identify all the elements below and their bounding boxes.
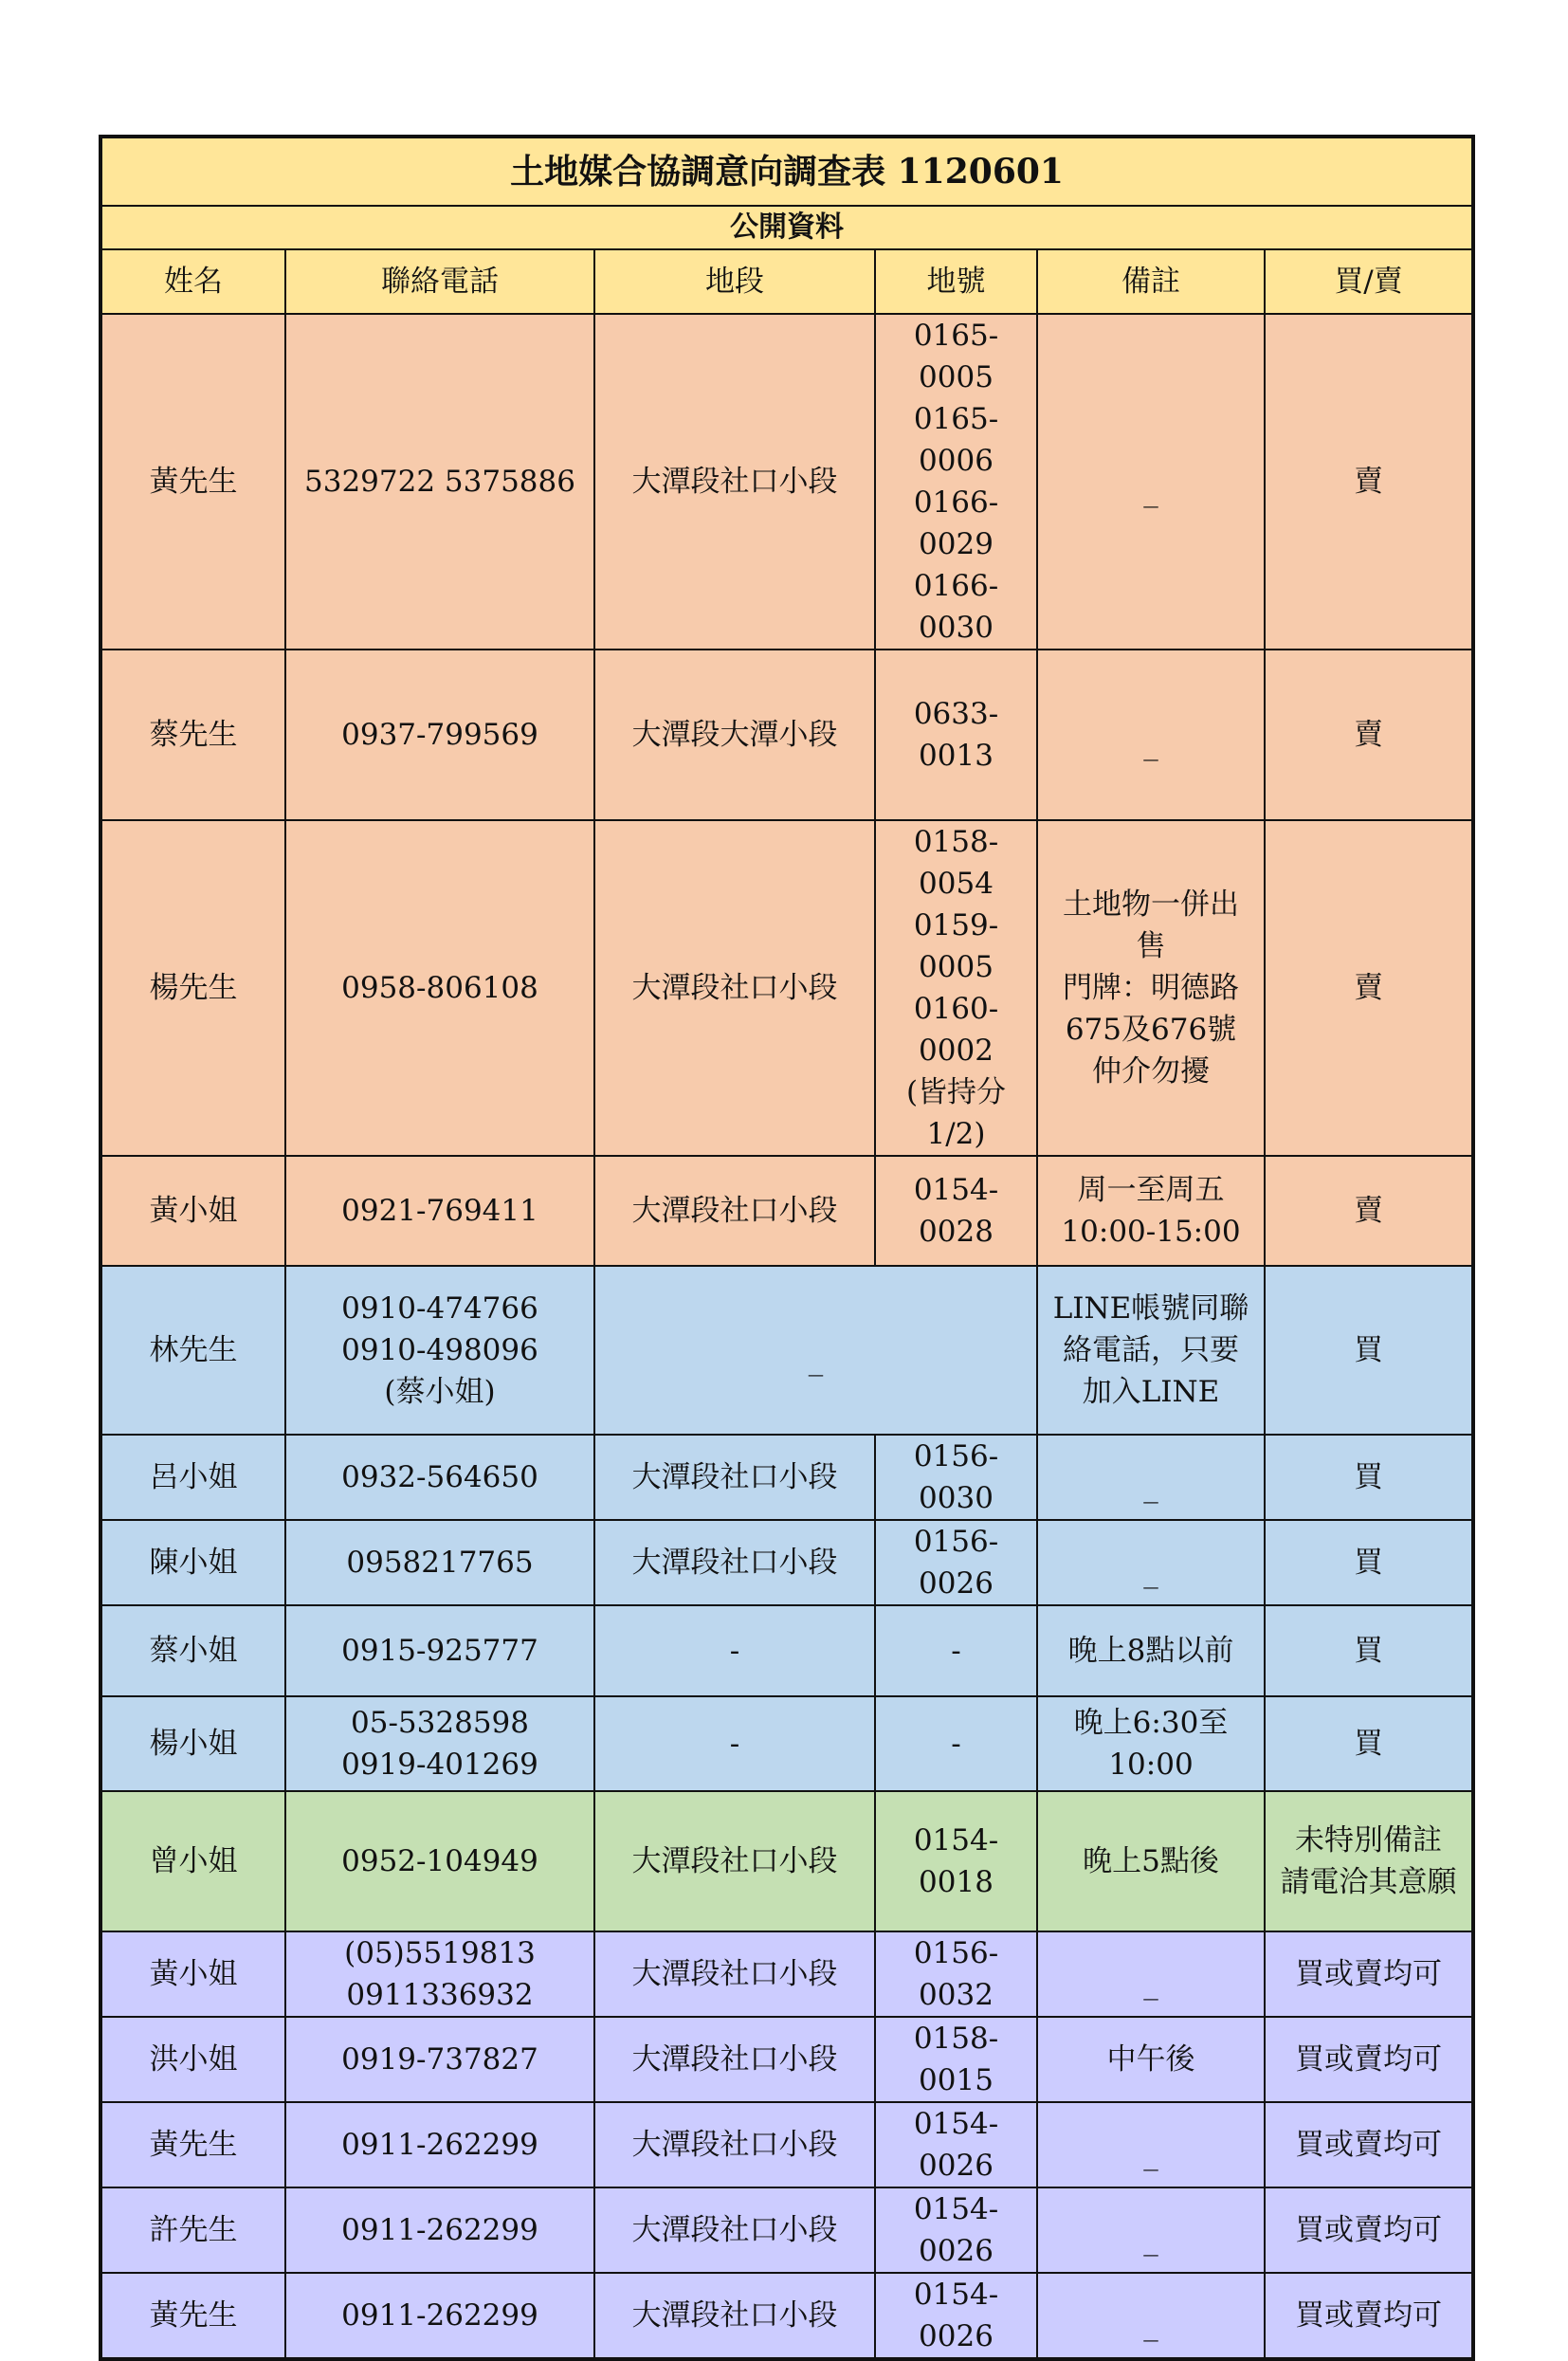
cell-line: 晚上5點後 [1083,1844,1219,1878]
blank-mark: _ [1143,2223,1158,2257]
cell-phone [285,2273,594,2359]
cell-name: 楊小姐 [100,1696,285,1791]
cell-line: - [951,1634,961,1668]
cell-name: 黃小姐 [100,1156,285,1266]
cell-name: 蔡先生 [100,650,285,820]
table-row [100,1605,1473,1696]
table-row [100,1696,1473,1791]
cell-name: 楊先生 [100,820,285,1156]
cell-phone [285,1435,594,1520]
cell-line [601,1329,1030,1377]
cell-name: 林先生 [100,1266,285,1435]
cell-line: 0154-0028 [913,1173,999,1249]
cell-line: 0156-0032 [913,1936,999,2012]
cell-line: 1/2) [926,1117,986,1151]
cell-lot [875,1435,1037,1520]
header-row [100,249,1473,314]
cell-type [1265,314,1473,650]
cell-phone [285,2017,594,2102]
cell-line: 0958-806108 [341,971,538,1005]
cell-name: 陳小姐 [100,1520,285,1605]
table-row [100,1266,1473,1435]
cell-line: 中午後 [1106,2042,1195,2077]
cell-type [1265,1266,1473,1435]
table-row [100,820,1473,1156]
cell-line: 10:00-15:00 [1061,1215,1241,1249]
cell-line [1044,2209,1258,2257]
cell-lot [875,2102,1037,2187]
cell-section: 大潭段社口小段 [594,1520,875,1605]
cell-note [1037,1156,1265,1266]
cell-name: 曾小姐 [100,1791,285,1931]
cell-section: 大潭段社口小段 [594,2017,875,2102]
cell-line: (皆持分 [905,1075,1007,1109]
cell-name: 黃先生 [100,2273,285,2359]
table-row [100,314,1473,650]
blank-mark: _ [1143,2308,1158,2342]
cell-line: 0633-0013 [913,697,999,773]
cell-line: 0160-0002 [913,992,999,1068]
cell-line [1044,1456,1258,1504]
cell-lot [875,2017,1037,2102]
table-row [100,1156,1473,1266]
cell-note [1037,1266,1265,1435]
header-name: 姓名 [100,249,285,314]
cell-line: 土地物一併出 [1063,888,1239,922]
cell-line: 買或賣均可 [1295,2042,1443,2077]
cell-line: 0911-262299 [341,2298,538,2333]
cell-line: 0158-0015 [913,2022,999,2097]
cell-type [1265,650,1473,820]
cell-line [1044,1953,1258,2001]
cell-line: 0911-262299 [341,2213,538,2247]
cell-line: - [951,1727,961,1761]
cell-note [1037,2187,1265,2273]
cell-line: 買 [1354,1727,1384,1761]
header-type: 買/賣 [1265,249,1473,314]
cell-line: 0910-474766 [341,1291,538,1326]
cell-type [1265,1605,1473,1696]
header-phone: 聯絡電話 [285,249,594,314]
blank-mark: _ [1143,474,1158,508]
cell-line: 晚上6:30至 [1073,1706,1229,1740]
cell-line: 0158-0054 [913,825,999,901]
cell-line: 5329722 5375886 [304,465,575,499]
cell-section: 大潭段社口小段 [594,1156,875,1266]
cell-line: 0958217765 [346,1546,534,1580]
cell-type [1265,1156,1473,1266]
cell-note [1037,314,1265,650]
cell-line [1044,2295,1258,2342]
cell-line: LINE帳號同聯 [1052,1291,1249,1326]
table-row [100,2273,1473,2359]
cell-lot [875,2273,1037,2359]
cell-section: 大潭段社口小段 [594,1435,875,1520]
cell-line: 買或賣均可 [1295,2128,1443,2162]
cell-section: 大潭段社口小段 [594,2273,875,2359]
cell-line: 買或賣均可 [1295,1957,1443,1991]
cell-line: 0165-0006 [913,402,999,478]
cell-line: 請電洽其意願 [1280,1865,1457,1899]
header-lot: 地號 [875,249,1037,314]
cell-line: 買 [1354,1460,1384,1494]
cell-line: 0166-0029 [913,485,999,561]
cell-line: 675及676號 [1065,1013,1237,1047]
cell-section: - [594,1605,875,1696]
cell-section: 大潭段社口小段 [594,2102,875,2187]
table-row [100,1931,1473,2017]
cell-line: 仲介勿擾 [1092,1054,1210,1089]
table-subtitle: 公開資料 [100,206,1473,249]
blank-mark: _ [808,1343,824,1377]
cell-phone [285,314,594,650]
cell-type [1265,820,1473,1156]
cell-note [1037,2102,1265,2187]
cell-type [1265,1696,1473,1791]
cell-lot [875,820,1037,1156]
cell-note [1037,2273,1265,2359]
cell-section: 大潭段社口小段 [594,314,875,650]
cell-line: 0159-0005 [913,908,999,984]
cell-line: 0932-564650 [341,1460,538,1494]
cell-line: 0915-925777 [341,1634,538,1668]
blank-mark: _ [1143,1967,1158,2001]
blank-mark: _ [1143,1470,1158,1504]
cell-phone [285,820,594,1156]
blank-mark: _ [1143,727,1158,761]
cell-phone [285,1266,594,1435]
cell-phone [285,650,594,820]
cell-note [1037,1605,1265,1696]
cell-line: 0156-0026 [913,1525,999,1601]
cell-line: 賣 [1354,718,1384,752]
cell-lot [875,1156,1037,1266]
cell-lot [875,1791,1037,1931]
cell-name: 黃先生 [100,2102,285,2187]
cell-line: 10:00 [1108,1748,1194,1782]
cell-line [1044,1542,1258,1589]
cell-line [1044,714,1258,761]
cell-section-lot [594,1266,1037,1435]
cell-line: (蔡小姐) [384,1375,496,1409]
header-section: 地段 [594,249,875,314]
cell-type [1265,1931,1473,2017]
cell-line: 加入LINE [1082,1375,1220,1409]
cell-line: 買或賣均可 [1295,2298,1443,2333]
table-row [100,650,1473,820]
cell-section: 大潭段社口小段 [594,2187,875,2273]
cell-line: 0937-799569 [341,718,538,752]
cell-line: 門牌：明德路 [1063,971,1239,1005]
cell-line: 絡電話，只要 [1063,1333,1239,1367]
cell-name: 許先生 [100,2187,285,2273]
cell-type [1265,2273,1473,2359]
cell-line: 05-5328598 [351,1706,529,1740]
cell-line: 賣 [1354,465,1384,499]
cell-line: 賣 [1354,971,1384,1005]
cell-phone [285,1696,594,1791]
cell-note [1037,1696,1265,1791]
cell-line: 0154-0026 [913,2192,999,2268]
cell-line: 0919-737827 [341,2042,538,2077]
cell-note [1037,650,1265,820]
cell-type [1265,1791,1473,1931]
cell-line: 晚上8點以前 [1067,1634,1234,1668]
cell-line: 0921-769411 [341,1194,538,1228]
cell-lot [875,1520,1037,1605]
cell-line: 0910-498096 [341,1333,538,1367]
cell-lot [875,2187,1037,2273]
cell-line: 買 [1354,1634,1384,1668]
cell-line: 售 [1136,929,1166,963]
cell-line: 買 [1354,1546,1384,1580]
cell-phone [285,1605,594,1696]
cell-section: 大潭段社口小段 [594,1791,875,1931]
cell-name: 蔡小姐 [100,1605,285,1696]
cell-line: 0154-0018 [913,1823,999,1899]
cell-type [1265,1435,1473,1520]
blank-mark: _ [1143,1555,1158,1589]
cell-name: 黃小姐 [100,1931,285,2017]
table-row [100,2017,1473,2102]
cell-note [1037,1791,1265,1931]
cell-line: 買或賣均可 [1295,2213,1443,2247]
cell-lot [875,1696,1037,1791]
cell-line: 0166-0030 [913,569,999,645]
cell-section: 大潭段社口小段 [594,820,875,1156]
cell-line: 0154-0026 [913,2278,999,2353]
cell-phone [285,1156,594,1266]
cell-note [1037,1520,1265,1605]
table-row [100,2102,1473,2187]
cell-phone [285,1931,594,2017]
cell-line: 0154-0026 [913,2107,999,2183]
cell-phone [285,2187,594,2273]
cell-lot [875,314,1037,650]
cell-section: 大潭段大潭小段 [594,650,875,820]
cell-name: 呂小姐 [100,1435,285,1520]
cell-phone [285,2102,594,2187]
cell-line [1044,461,1258,508]
cell-line: (05)5519813 [344,1936,536,1970]
cell-line: 0919-401269 [341,1748,538,1782]
cell-note [1037,820,1265,1156]
cell-line: 0952-104949 [341,1844,538,1878]
cell-line: 賣 [1354,1194,1384,1228]
table-row [100,1435,1473,1520]
cell-type [1265,2102,1473,2187]
cell-phone [285,1791,594,1931]
table-row [100,2187,1473,2273]
header-note: 備註 [1037,249,1265,314]
land-survey-table [99,135,1475,2361]
cell-line: 未特別備註 [1295,1823,1443,1858]
cell-type [1265,1520,1473,1605]
cell-section: 大潭段社口小段 [594,1931,875,2017]
cell-note [1037,2017,1265,2102]
blank-mark: _ [1143,2137,1158,2171]
cell-type [1265,2017,1473,2102]
cell-lot [875,1605,1037,1696]
cell-line: 0911-262299 [341,2128,538,2162]
cell-section: - [594,1696,875,1791]
cell-phone [285,1520,594,1605]
cell-line [1044,2124,1258,2171]
cell-note [1037,1435,1265,1520]
cell-line: 0165-0005 [913,319,999,394]
cell-lot [875,650,1037,820]
table-row [100,1791,1473,1931]
cell-line: 0156-0030 [913,1439,999,1515]
cell-name: 黃先生 [100,314,285,650]
cell-type [1265,2187,1473,2273]
cell-line: 周一至周五 [1077,1173,1225,1207]
cell-line: 買 [1354,1333,1384,1367]
cell-line: 0911336932 [346,1978,534,2012]
table-row [100,1520,1473,1605]
cell-note [1037,1931,1265,2017]
table-title: 土地媒合協調意向調查表 1120601 [100,137,1473,206]
cell-lot [875,1931,1037,2017]
cell-name: 洪小姐 [100,2017,285,2102]
